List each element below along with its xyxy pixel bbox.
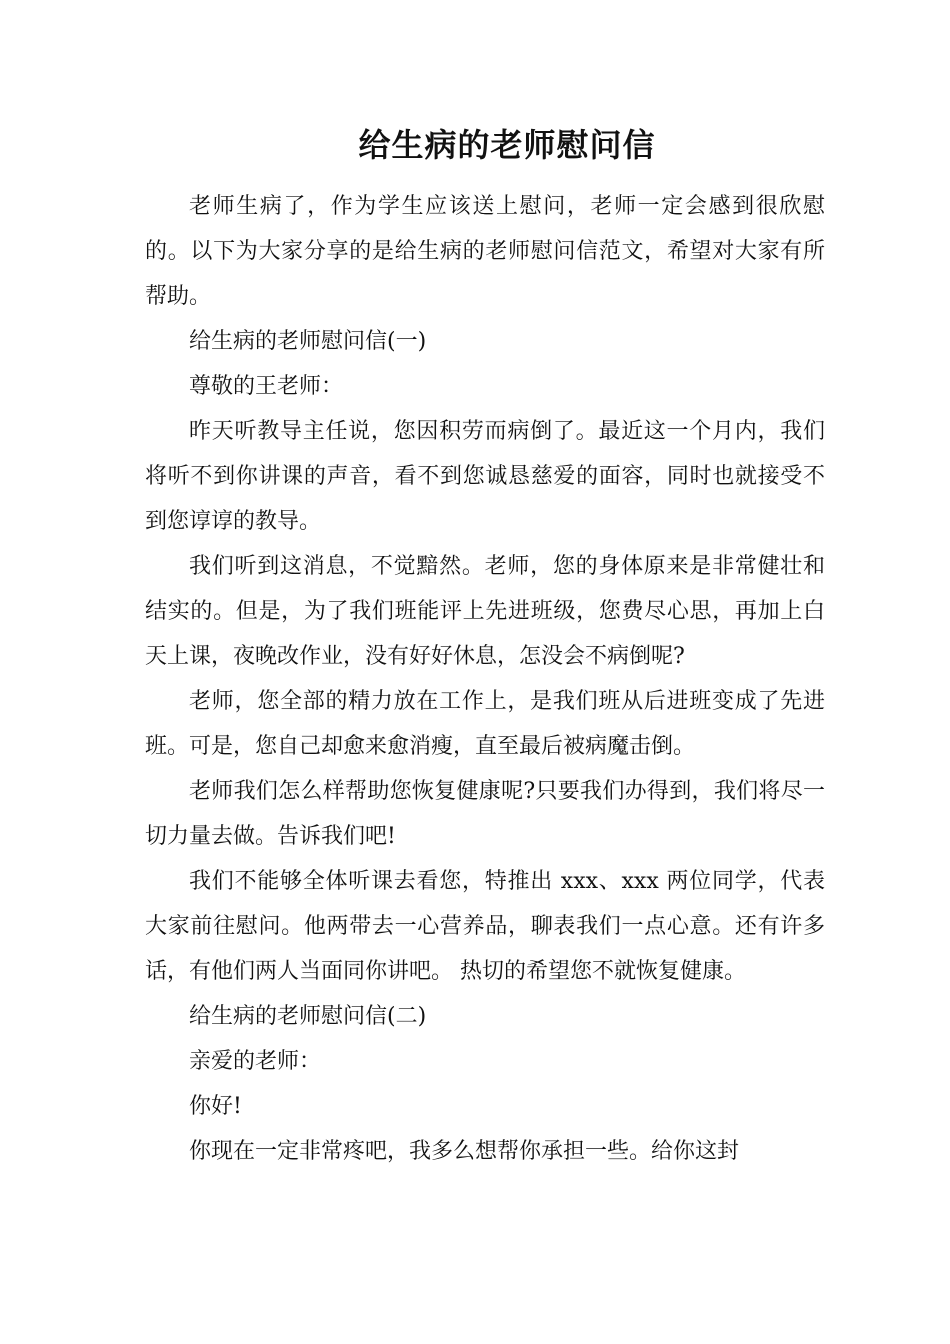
- salutation-2: 亲爱的老师：: [189, 1049, 322, 1074]
- body-paragraph: 你现在一定非常疼吧，我多么想帮你承担一些。给你这封: [189, 1139, 740, 1164]
- salutation-1: 尊敬的王老师：: [189, 374, 344, 399]
- greeting: 你好!: [189, 1094, 242, 1119]
- intro-paragraph: 老师生病了，作为学生应该送上慰问，老师一定会感到很欣慰的。以下为大家分享的是给生病的老师慰问信范文，希望对大家有所帮助。: [145, 194, 825, 309]
- body-paragraph: 昨天听教导主任说，您因积劳而病倒了。最近这一个月内，我们将听不到你讲课的声音，看不到您诚恳慈爱的面容，同时也就接受不到您谆谆的教导。: [145, 419, 825, 534]
- body-paragraph: 老师，您全部的精力放在工作上，是我们班从后进班变成了先进班。可是，您自己却愈来愈消瘦，直至最后被病魔击倒。: [145, 689, 825, 759]
- document-body: [145, 184, 825, 1174]
- letter-heading-2: 给生病的老师慰问信(二): [189, 1004, 427, 1029]
- letter-heading-1: 给生病的老师慰问信(一): [189, 329, 427, 354]
- body-paragraph: 我们听到这消息，不觉黯然。老师，您的身体原来是非常健壮和结实的。但是，为了我们班能评上先进班级，您费尽心思，再加上白天上课，夜晚改作业，没有好好休息，怎没会不病倒呢?: [145, 554, 825, 669]
- body-paragraph: 老师我们怎么样帮助您恢复健康呢?只要我们办得到，我们将尽一切力量去做。告诉我们吧!: [145, 779, 825, 849]
- document-title: 给生病的老师慰问信: [358, 126, 656, 164]
- body-paragraph: 我们不能够全体听课去看您，特推出 xxx、xxx 两位同学，代表大家前往慰问。他两带去一心营养品，聊表我们一点心意。还有许多话，有他们两人当面同你讲吧。 热切的希望您不就恢复健康。: [145, 869, 825, 984]
